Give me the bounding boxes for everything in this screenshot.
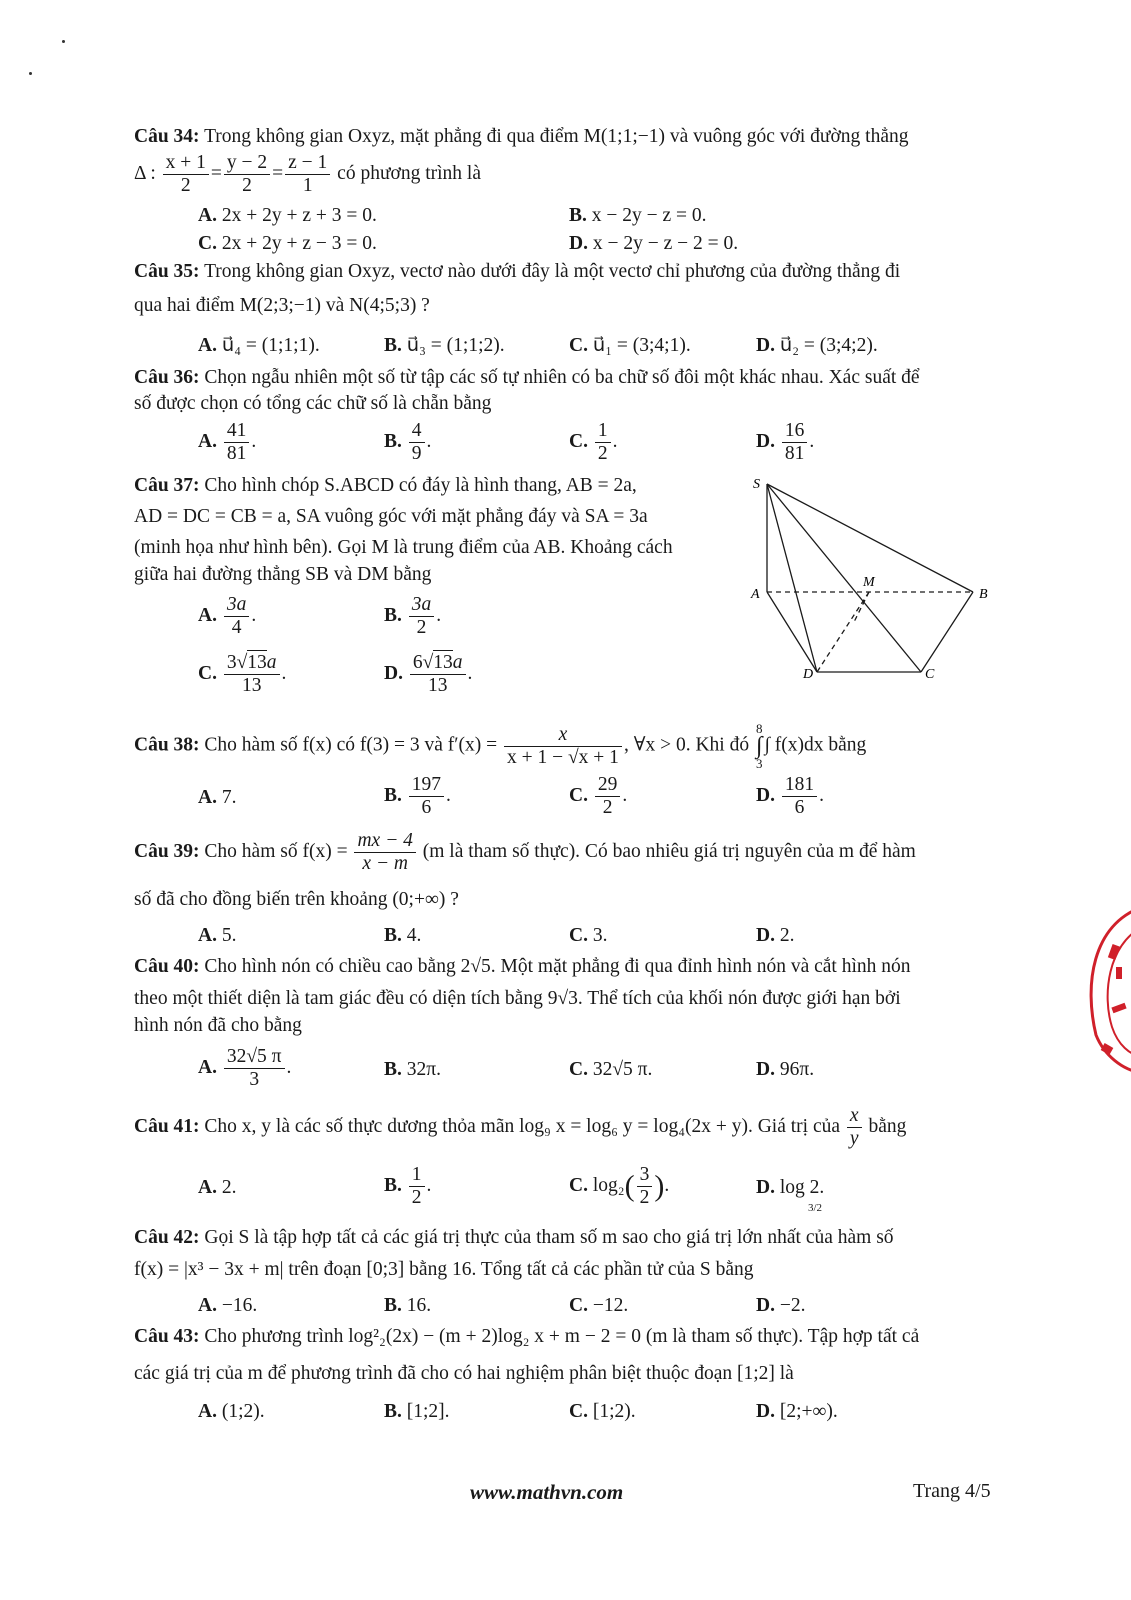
q37-line3: (minh họa như hình bên). Gọi M là trung điểm của AB. Khoảng cách [134,537,673,558]
q40-line2: theo một thiết diện là tam giác đều có diện tích bằng 9√3. Thể tích của khối nón được giới hạn bởi [134,988,901,1009]
edge-SD [767,484,817,672]
q37-line2: AD = DC = CB = a, SA vuông góc với mặt phẳng đáy và SA = 3a [134,506,648,527]
label-B: B [979,587,988,602]
q35-line2: qua hai điểm M(2;3;−1) và N(4;5;3) ? [134,295,430,316]
pyramid-figure [745,472,995,687]
q40-line3: hình nón đã cho bằng [134,1015,302,1036]
q36-option-b[interactable]: B. $\frac{4}{9}$ . [384,420,432,464]
fraction: $\frac{y - 2}{2}$ [224,152,270,197]
q35-option-c[interactable]: C. u⃗₁ = (3;4;1). [569,335,691,356]
q36-option-d[interactable]: D. $\frac{16}{81}$ . [756,420,815,464]
q35-line1: Câu 35: Trong không gian Oxyz, vectơ nào dưới đây là một vectơ chỉ phương của đường thẳng đi [134,261,901,282]
q36-option-a[interactable]: A. $\frac{41}{81}$ . [198,420,257,464]
q37-option-d[interactable]: D. $\frac{6√13a}{13}$ . [384,652,473,696]
q38-option-c[interactable]: C. $\frac{29}{2}$ . [569,774,628,818]
q43-option-c[interactable]: C. [1;2). [569,1401,636,1422]
q39-line1: Câu 39: Cho hàm số f(x) = $\frac{mx - 4}{x - m}$ (m là tham số thực). Có bao nhiêu giá trị nguyên của m để hàm [134,830,916,874]
q42-line2: f(x) = |x³ − 3x + m| trên đoạn [0;3] bằng 16. Tổng tất cả các phần tử của S bằng [134,1259,754,1280]
q37-line1: Câu 37: Cho hình chóp S.ABCD có đáy là hình thang, AB = 2a, [134,475,637,496]
q43-line1: Câu 43: Cho phương trình log²₂(2x) − (m + 2)log₂ x + m − 2 = 0 (m là tham số thực). Tập hợp tất cả [134,1326,920,1347]
q35-option-b[interactable]: B. u⃗₃ = (1;1;2). [384,335,505,356]
page-number: Trang 4/5 [913,1480,991,1502]
red-seal-stamp [1082,905,1131,1075]
scan-speck [62,40,65,43]
q37-option-c[interactable]: C. $\frac{3√13a}{13}$ . [198,652,287,696]
q34-line2: Δ : $\frac{x + 1}{2}$ = $\frac{y - 2}{2}$ = $\frac{z - 1}{1}$ có phương trình là [134,152,481,196]
q42-option-a[interactable]: A. −16. [198,1295,258,1316]
q40-option-b[interactable]: B. 32π. [384,1059,441,1080]
segment-hidden [853,592,869,624]
q40-line1: Câu 40: Cho hình nón có chiều cao bằng 2√5. Một mặt phẳng đi qua đỉnh hình nón và cắt hình nón [134,956,911,977]
q36-line1: Câu 36: Chọn ngẫu nhiên một số từ tập các số tự nhiên có ba chữ số đôi một khác nhau. Xác suất để [134,367,920,388]
q43-option-b[interactable]: B. [1;2]. [384,1401,450,1422]
q37-option-a[interactable]: A. $\frac{3a}{4}$ . [198,594,257,638]
q42-line1: Câu 42: Gọi S là tập hợp tất cả các giá trị thực của tham số m sao cho giá trị lớn nhất của hàm số [134,1227,894,1248]
footer-website[interactable]: www.mathvn.com [470,1480,624,1504]
q35-option-d[interactable]: D. u⃗₂ = (3;4;2). [756,335,878,356]
q42-option-c[interactable]: C. −12. [569,1295,629,1316]
q40-option-c[interactable]: C. 32√5 π. [569,1059,653,1080]
q41-line1: Câu 41: Cho x, y là các số thực dương thỏa mãn log₉ x = log₆ y = log₄(2x + y). Giá trị của $\frac{x}{y}$ bằng [134,1105,907,1149]
segment-DM [817,592,869,672]
q34-option-c[interactable]: C. 2x + 2y + z − 3 = 0. [198,233,377,254]
q40-option-d[interactable]: D. 96π. [756,1059,815,1080]
q41-option-d[interactable]: D. log 2. 3/2 [756,1177,825,1214]
q34-option-b[interactable]: B. x − 2y − z = 0. [569,205,707,226]
q42-option-d[interactable]: D. −2. [756,1295,806,1316]
q38-option-a[interactable]: A. 7. [198,787,237,808]
q34-line1: Câu 34: Trong không gian Oxyz, mặt phẳng đi qua điểm M(1;1;−1) và vuông góc với đường thẳng [134,126,909,147]
q36-option-c[interactable]: C. $\frac{1}{2}$ . [569,420,618,464]
edge-CB [921,592,973,672]
label-S: S [753,477,760,492]
edge-AD [767,592,817,672]
q38-line1: Câu 38: Cho hàm số f(x) có f(3) = 3 và f′(x) = $\frac{x}{x + 1 - √x + 1}$ , ∀x > 0. Khi đó 8 ∫ 3 ∫ f(x)dx bằng [134,721,867,771]
q34-label: Câu 34: [134,126,200,147]
q41-option-a[interactable]: A. 2. [198,1177,237,1198]
q43-option-a[interactable]: A. (1;2). [198,1401,265,1422]
q37-option-b[interactable]: B. $\frac{3a}{2}$ . [384,594,442,638]
q43-line2: các giá trị của m để phương trình đã cho có hai nghiệm phân biệt thuộc đoạn [1;2] là [134,1363,794,1384]
q41-option-c[interactable]: C. log₂( $\frac{3}{2}$ ). [569,1164,670,1208]
q41-option-b[interactable]: B. $\frac{1}{2}$ . [384,1164,432,1208]
q43-option-d[interactable]: D. [2;+∞). [756,1401,838,1422]
label-D: D [803,667,814,682]
q39-option-b[interactable]: B. 4. [384,925,422,946]
q34-option-d[interactable]: D. x − 2y − z − 2 = 0. [569,233,739,254]
q34-option-a[interactable]: A. 2x + 2y + z + 3 = 0. [198,205,377,226]
label-M: M [863,575,875,590]
q39-option-a[interactable]: A. 5. [198,925,237,946]
q35-option-a[interactable]: A. u⃗₄ = (1;1;1). [198,335,320,356]
scan-speck [29,72,32,75]
fraction: $\frac{x + 1}{2}$ [163,152,209,197]
fraction: $\frac{z - 1}{1}$ [285,152,330,197]
q39-option-d[interactable]: D. 2. [756,925,795,946]
q40-option-a[interactable]: A. $\frac{32√5 \pi}{3}$ . [198,1046,292,1090]
q38-option-b[interactable]: B. $\frac{197}{6}$ . [384,774,451,818]
q37-line4: giữa hai đường thẳng SB và DM bằng [134,564,432,585]
q39-line2: số đã cho đồng biến trên khoảng (0;+∞) ? [134,889,459,910]
label-A: A [751,587,760,602]
q38-option-d[interactable]: D. $\frac{181}{6}$ . [756,774,824,818]
edge-SC [767,484,921,672]
label-C: C [925,667,935,682]
q42-option-b[interactable]: B. 16. [384,1295,432,1316]
q39-option-c[interactable]: C. 3. [569,925,608,946]
q36-line2: số được chọn có tổng các chữ số là chẵn bằng [134,393,492,414]
